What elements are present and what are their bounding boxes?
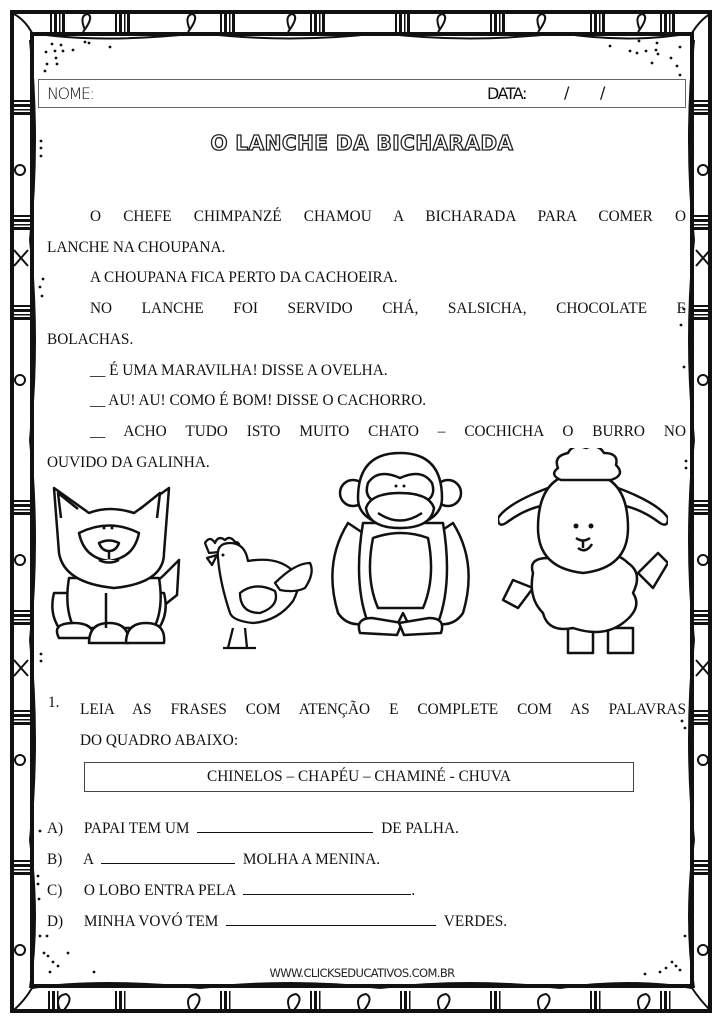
dog-illustration [44, 478, 184, 653]
question-instruction [80, 694, 686, 756]
story-line: A CHOUPANA FICA PERTO DA CACHOEIRA. [90, 269, 398, 287]
exercise-item-d [47, 911, 507, 931]
date-separator: / [600, 83, 606, 102]
website-footer: WWW.CLICKSEDUCATIVOS.COM.BR [269, 966, 455, 980]
story-line: __ É UMA MARAVILHA! DISSE A OVELHA. [90, 361, 388, 379]
answer-blank[interactable] [101, 849, 235, 864]
story-line: O CHEFE CHIMPANZÉ CHAMOU A BICHARADA PARA COMER O [90, 208, 686, 225]
hen-illustration [195, 533, 315, 653]
story-line: __ ACHO TUDO ISTO MUITO CHATO – COCHICHA O BURRO NO [90, 422, 686, 440]
item-text-before: MINHA VOVÓ TEM [83, 913, 219, 930]
date-label: DATA: [487, 84, 526, 103]
date-separator: / [564, 83, 570, 102]
item-text-before: O LOBO ENTRA PELA [83, 882, 236, 899]
name-label: NOME: [47, 84, 94, 103]
sheep-illustration [498, 448, 668, 663]
exercise-item-a [47, 818, 459, 838]
word-bank: CHINELOS – CHAPÉU – CHAMINÉ - CHUVA [84, 762, 634, 792]
question-number: 1. [48, 694, 60, 711]
story-line: LANCHE NA CHOUPANA. [47, 238, 226, 256]
answer-blank[interactable] [197, 818, 373, 833]
item-letter: A) [47, 820, 64, 837]
story-line: OUVIDO DA GALINHA. [47, 453, 210, 471]
chimpanzee-illustration [328, 448, 473, 658]
item-text-after: MOLHA A MENINA. [242, 851, 381, 868]
item-text-after: VERDES. [443, 913, 508, 930]
item-text-after: . [411, 882, 416, 899]
item-text-before: PAPAI TEM UM [83, 820, 190, 837]
name-date-box [38, 79, 686, 108]
story-line: BOLACHAS. [47, 330, 134, 348]
item-letter: D) [47, 913, 64, 930]
story-text [47, 202, 686, 478]
story-line: NO LANCHE FOI SERVIDO CHÁ, SALSICHA, CHOCOLATE E [90, 300, 686, 318]
page-title: O LANCHE DA BICHARADA [210, 131, 514, 155]
item-text-before: A [82, 851, 94, 868]
item-letter: C) [47, 882, 63, 899]
exercise-item-c [47, 880, 415, 900]
instruction-line: LEIA AS FRASES COM ATENÇÃO E COMPLETE COM AS PALAVRAS [80, 701, 686, 718]
item-letter: B) [47, 851, 63, 868]
answer-blank[interactable] [243, 880, 411, 895]
story-line: __ AU! AU! COMO É BOM! DISSE O CACHORRO. [90, 392, 427, 410]
exercise-item-b [47, 849, 380, 869]
item-text-after: DE PALHA. [381, 820, 459, 837]
instruction-line: DO QUADRO ABAIXO: [80, 732, 239, 749]
answer-blank[interactable] [226, 911, 436, 926]
